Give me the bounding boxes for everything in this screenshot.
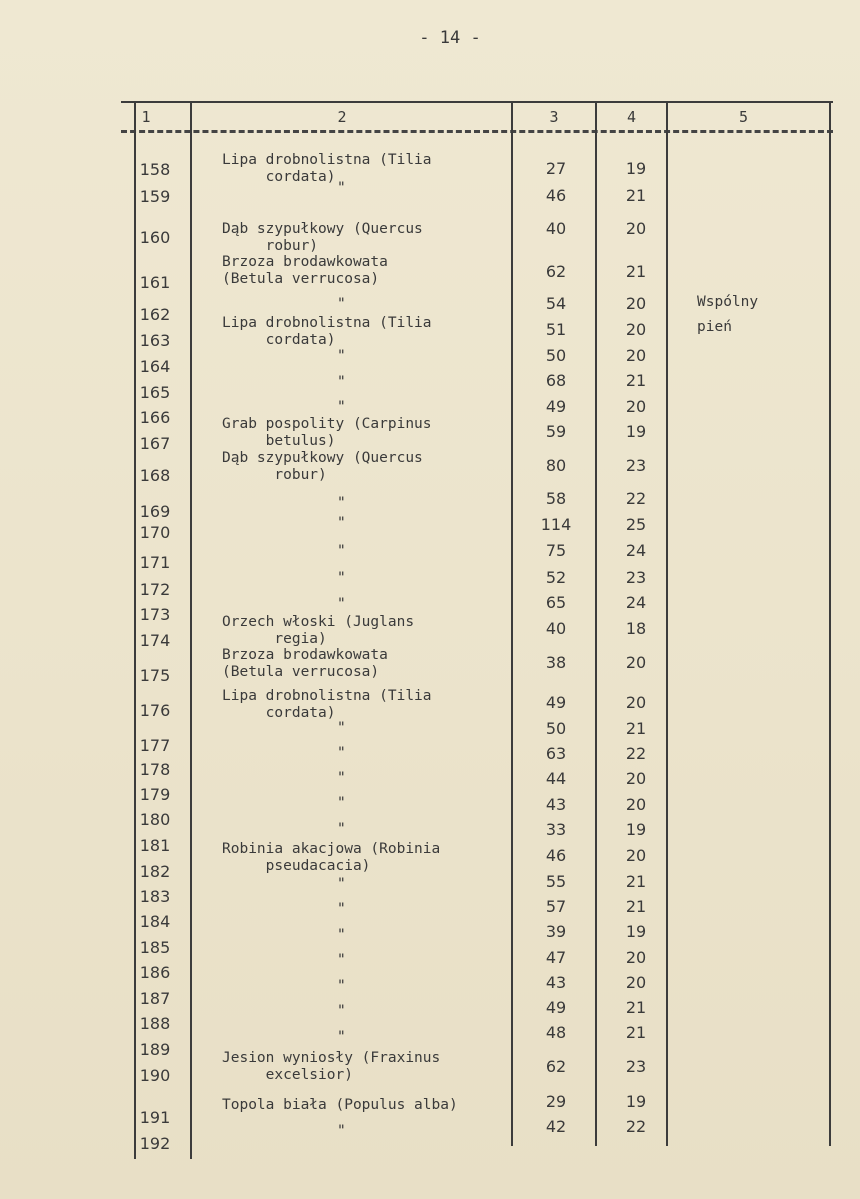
column-3-value: 46 [545, 846, 567, 865]
column-4-value: 23 [625, 456, 647, 475]
column-4-value: 18 [625, 619, 647, 638]
column-4-value: 20 [625, 769, 647, 788]
row-number: 188 [139, 1014, 171, 1033]
column-3-value: 33 [545, 820, 567, 839]
row-number: 175 [139, 666, 171, 685]
row-number: 186 [139, 963, 171, 982]
column-3-value: 68 [545, 371, 567, 390]
species-cell: Dąb szypułkowy (Quercus robur) [222, 450, 423, 483]
row-number: 168 [139, 466, 171, 485]
column-3-value: 29 [545, 1092, 567, 1111]
species-cell: Lipa drobnolistna (Tilia cordata) [222, 152, 432, 185]
column-3-value: 46 [545, 186, 567, 205]
species-cell: Topola biała (Populus alba) [222, 1097, 458, 1113]
species-cell: " [337, 515, 346, 531]
column-header-5: 5 [738, 108, 749, 126]
species-cell: " [337, 795, 346, 811]
column-4-value: 20 [625, 973, 647, 992]
column-3-value: 27 [545, 159, 567, 178]
remark-common-trunk: Wspólny pień [697, 294, 759, 335]
column-3-value: 39 [545, 922, 567, 941]
table-top-rule [121, 101, 833, 103]
column-4-value: 21 [625, 186, 647, 205]
column-4-value: 21 [625, 872, 647, 891]
column-3-value: 40 [545, 619, 567, 638]
column-4-value: 19 [625, 422, 647, 441]
column-3-value: 49 [545, 998, 567, 1017]
column-rule-right [829, 101, 831, 1146]
species-cell: Orzech włoski (Juglans regia) [222, 614, 415, 647]
column-rule-4-5 [666, 101, 668, 1146]
row-number: 172 [139, 580, 171, 599]
row-number: 169 [139, 502, 171, 521]
header-separator [121, 130, 833, 133]
column-3-value: 58 [545, 489, 567, 508]
column-3-value: 52 [545, 568, 567, 587]
column-4-value: 23 [625, 568, 647, 587]
row-number: 178 [139, 760, 171, 779]
row-number: 166 [139, 408, 171, 427]
column-4-value: 20 [625, 294, 647, 313]
species-cell: " [337, 399, 346, 415]
species-cell: Grab pospolity (Carpinus betulus) [222, 416, 432, 449]
row-number: 183 [139, 887, 171, 906]
row-number: 176 [139, 701, 171, 720]
species-cell: " [337, 543, 346, 559]
row-number: 162 [139, 305, 171, 324]
row-number: 180 [139, 810, 171, 829]
column-4-value: 21 [625, 719, 647, 738]
species-cell: Brzoza brodawkowata (Betula verrucosa) [222, 647, 388, 680]
column-3-value: 62 [545, 262, 567, 281]
column-4-value: 20 [625, 846, 647, 865]
column-3-value: 50 [545, 346, 567, 365]
species-cell: " [337, 821, 346, 837]
column-3-value: 114 [540, 515, 572, 534]
row-number: 165 [139, 383, 171, 402]
column-4-value: 24 [625, 593, 647, 612]
column-header-3: 3 [549, 108, 559, 126]
column-4-value: 20 [625, 948, 647, 967]
column-3-value: 80 [545, 456, 567, 475]
column-3-value: 63 [545, 744, 567, 763]
column-3-value: 43 [545, 973, 567, 992]
column-3-value: 40 [545, 219, 567, 238]
species-cell: " [337, 901, 346, 917]
column-4-value: 21 [625, 897, 647, 916]
column-3-value: 54 [545, 294, 567, 313]
species-cell: Lipa drobnolistna (Tilia cordata) [222, 688, 432, 721]
column-4-value: 24 [625, 541, 647, 560]
column-4-value: 19 [625, 1092, 647, 1111]
species-cell: " [337, 876, 346, 892]
column-3-value: 44 [545, 769, 567, 788]
column-3-value: 62 [545, 1057, 567, 1076]
species-cell: Brzoza brodawkowata (Betula verrucosa) [222, 254, 388, 287]
column-4-value: 23 [625, 1057, 647, 1076]
column-4-value: 19 [625, 159, 647, 178]
species-cell: " [337, 570, 346, 586]
species-cell: " [337, 495, 346, 511]
column-3-value: 65 [545, 593, 567, 612]
row-number: 187 [139, 989, 171, 1008]
species-cell: " [337, 596, 346, 612]
species-cell: " [337, 1003, 346, 1019]
column-header-4: 4 [626, 108, 637, 126]
column-rule-1-2 [190, 101, 192, 1159]
column-4-value: 22 [625, 744, 647, 763]
row-number: 191 [139, 1108, 171, 1127]
column-header-1: 1 [141, 108, 151, 126]
column-4-value: 20 [625, 653, 647, 672]
column-4-value: 22 [625, 1117, 647, 1136]
column-3-value: 51 [545, 320, 567, 339]
column-3-value: 47 [545, 948, 567, 967]
column-3-value: 42 [545, 1117, 567, 1136]
row-number: 184 [139, 912, 171, 931]
column-4-value: 25 [625, 515, 647, 534]
species-cell: " [337, 745, 346, 761]
species-cell: " [337, 720, 346, 736]
species-cell: Jesion wyniosły (Fraxinus excelsior) [222, 1050, 441, 1083]
column-4-value: 20 [625, 219, 647, 238]
column-3-value: 49 [545, 693, 567, 712]
species-cell: " [337, 1123, 346, 1139]
column-header-2: 2 [337, 108, 347, 126]
column-4-value: 20 [625, 346, 647, 365]
species-cell: Lipa drobnolistna (Tilia cordata) [222, 315, 432, 348]
row-number: 167 [139, 434, 171, 453]
row-number: 185 [139, 938, 171, 957]
column-4-value: 21 [625, 998, 647, 1017]
row-number: 163 [139, 331, 171, 350]
column-4-value: 19 [625, 820, 647, 839]
row-number: 173 [139, 605, 171, 624]
species-cell: Robinia akacjowa (Robinia pseudacacia) [222, 841, 441, 874]
column-3-value: 38 [545, 653, 567, 672]
column-rule-3-4 [595, 101, 597, 1146]
row-number: 158 [139, 160, 171, 179]
column-3-value: 57 [545, 897, 567, 916]
species-cell: " [337, 348, 346, 364]
column-3-value: 49 [545, 397, 567, 416]
column-4-value: 20 [625, 397, 647, 416]
species-cell: " [337, 180, 346, 196]
row-number: 161 [139, 273, 171, 292]
row-number: 189 [139, 1040, 171, 1059]
column-4-value: 19 [625, 922, 647, 941]
column-3-value: 75 [545, 541, 567, 560]
row-number: 179 [139, 785, 171, 804]
row-number: 182 [139, 862, 171, 881]
column-3-value: 48 [545, 1023, 567, 1042]
species-cell: " [337, 770, 346, 786]
row-number: 171 [139, 553, 171, 572]
row-number: 181 [139, 836, 171, 855]
column-4-value: 20 [625, 693, 647, 712]
column-4-value: 21 [625, 371, 647, 390]
species-cell: " [337, 374, 346, 390]
row-number: 177 [139, 736, 171, 755]
column-3-value: 55 [545, 872, 567, 891]
page-number: - 14 - [419, 28, 481, 48]
column-4-value: 22 [625, 489, 647, 508]
column-4-value: 21 [625, 262, 647, 281]
column-3-value: 43 [545, 795, 567, 814]
column-4-value: 21 [625, 1023, 647, 1042]
species-cell: Dąb szypułkowy (Quercus robur) [222, 221, 423, 254]
species-cell: " [337, 927, 346, 943]
column-4-value: 20 [625, 795, 647, 814]
column-3-value: 50 [545, 719, 567, 738]
column-4-value: 20 [625, 320, 647, 339]
species-cell: " [337, 1029, 346, 1045]
row-number: 192 [139, 1134, 171, 1153]
row-number: 174 [139, 631, 171, 650]
row-number: 160 [139, 228, 171, 247]
species-cell: " [337, 978, 346, 994]
row-number: 170 [139, 523, 171, 542]
species-cell: " [337, 296, 346, 312]
row-number: 159 [139, 187, 171, 206]
species-cell: " [337, 952, 346, 968]
row-number: 190 [139, 1066, 171, 1085]
row-number: 164 [139, 357, 171, 376]
column-3-value: 59 [545, 422, 567, 441]
